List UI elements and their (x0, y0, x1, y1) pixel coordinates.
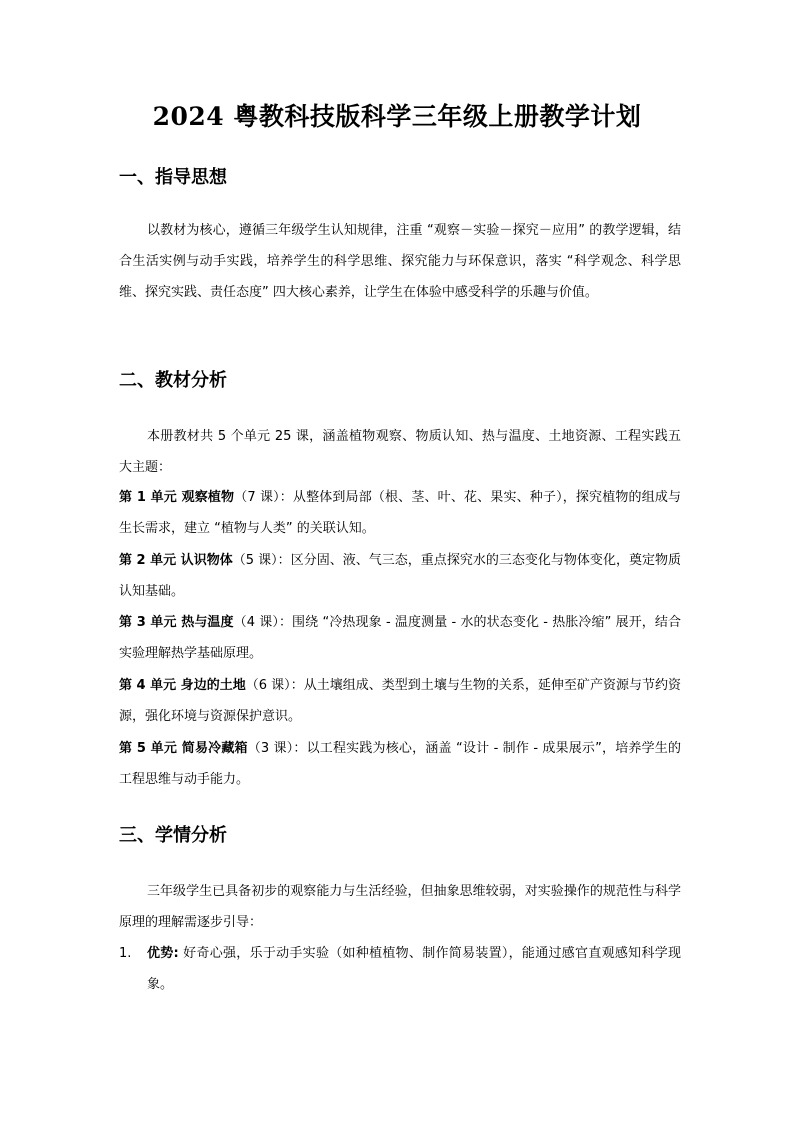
unit-paragraph (119, 733, 681, 795)
unit-paragraph (119, 607, 681, 669)
unit-label: 第 4 单元 身边的土地 (119, 678, 246, 693)
unit-text: （3 课）：以工程实践为核心，涵盖 “设计 - 制作 - 成果展示”，培养学生的工程思维与动手能力。 (119, 741, 681, 787)
section-heading-student-analysis: 三、学情分析 (119, 825, 227, 846)
unit-label: 第 3 单元 热与温度 (119, 615, 234, 630)
unit-paragraph (119, 670, 681, 732)
section-heading-textbook-analysis: 二、教材分析 (119, 370, 227, 391)
section-paragraph-guiding-ideology: 以教材为核心，遵循三年级学生认知规律，注重 “观察－实验－探究－应用” 的教学逻辑，结合生活实例与动手实践，培养学生的科学思维、探究能力与环保意识，落实 “科学观念、科学思维、探究实践、责任态度” 四大核心素养，让学生在体验中感受科学的乐趣与价值。 (119, 223, 681, 300)
unit-text: （7 课）：从整体到局部（根、茎、叶、花、果实、种子），探究植物的组成与生长需求，建立 “植物与人类” 的关联认知。 (119, 490, 682, 536)
unit-text: （6 课）：从土壤组成、类型到土壤与生物的关系，延伸至矿产资源与节约资源，强化环境与资源保护意识。 (119, 678, 682, 724)
section-paragraph-textbook-analysis: 本册教材共 5 个单元 25 课，涵盖植物观察、物质认知、热与温度、土地资源、工程实践五大主题： (119, 429, 681, 475)
page-title: 2024 粤教科技版科学三年级上册教学计划 (152, 102, 642, 131)
list-item-body (147, 938, 681, 1000)
unit-paragraph (119, 545, 681, 607)
list-item-number: 1. (119, 946, 132, 961)
unit-label: 第 1 单元 观察植物 (119, 490, 235, 505)
list-item-text: 好奇心强，乐于动手实验（如种植植物、制作简易装置），能通过感官直观感知科学现象。 (147, 946, 681, 992)
unit-paragraph (119, 482, 681, 544)
list-item (119, 938, 681, 1000)
section-heading-guiding-ideology: 一、指导思想 (119, 167, 227, 188)
unit-text: （5 课）：区分固、液、气三态，重点探究水的三态变化与物体变化，奠定物质认知基础。 (119, 553, 682, 599)
unit-text: （4 课）：围绕 “冷热现象 - 温度测量 - 水的状态变化 - 热胀冷缩” 展开，结合实验理解热学基础原理。 (119, 615, 681, 661)
section-paragraph-student-analysis: 三年级学生已具备初步的观察能力与生活经验，但抽象思维较弱，对实验操作的规范性与科学原理的理解需逐步引导： (119, 884, 681, 930)
unit-label: 第 5 单元 简易冷藏箱 (119, 741, 248, 756)
unit-label: 第 2 单元 认识物体 (119, 553, 233, 568)
list-item-label: 优势: (147, 946, 179, 961)
